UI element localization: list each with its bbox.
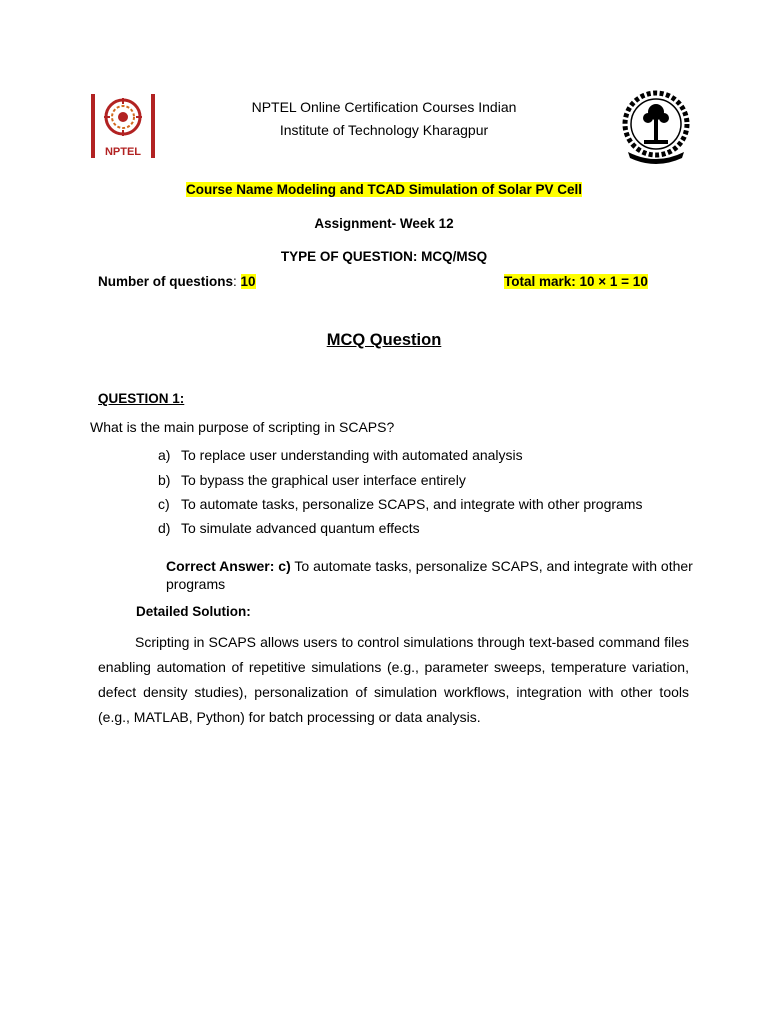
option-a bbox=[158, 446, 523, 464]
question-1-heading: QUESTION 1: bbox=[98, 391, 185, 406]
course-name-text: Course Name Modeling and TCAD Simulation of Solar PV Cell bbox=[185, 182, 583, 197]
course-name bbox=[0, 181, 768, 199]
institute-line-2: Institute of Technology Kharagpur bbox=[279, 122, 489, 138]
number-of-questions-label: Number of questions bbox=[98, 274, 234, 289]
assignment-title: Assignment- Week 12 bbox=[314, 216, 454, 231]
correct-answer-letter: c) bbox=[278, 558, 291, 574]
option-b bbox=[158, 471, 466, 489]
institute-line-1: NPTEL Online Certification Courses Indian bbox=[251, 99, 517, 115]
question-1-text: What is the main purpose of scripting in SCAPS? bbox=[90, 419, 395, 435]
number-of-questions bbox=[98, 273, 256, 291]
option-letter: d) bbox=[158, 520, 171, 536]
option-text: To replace user understanding with automated analysis bbox=[181, 447, 523, 463]
question-type: TYPE OF QUESTION: MCQ/MSQ bbox=[280, 249, 488, 264]
section-heading: MCQ Question bbox=[326, 331, 442, 349]
total-mark-text: Total mark: 10 × 1 = 10 bbox=[504, 274, 648, 289]
option-letter: c) bbox=[158, 496, 170, 512]
option-text: To automate tasks, personalize SCAPS, and integrate with other programs bbox=[181, 496, 643, 512]
number-of-questions-separator: : bbox=[233, 274, 241, 289]
option-letter: b) bbox=[158, 472, 171, 488]
detailed-solution-heading: Detailed Solution: bbox=[136, 604, 251, 619]
total-mark bbox=[504, 273, 648, 291]
option-text: To simulate advanced quantum effects bbox=[181, 520, 420, 536]
detailed-solution-text: Scripting in SCAPS allows users to control simulations through text-based command files enabling automation of repetitive simulations (e.g., parameter sweeps, temperature variation, defect density studies), personalization of simulation workflows, integration with other tools (e.g., MATLAB, Python) for batch processing or data analysis. bbox=[98, 634, 689, 725]
number-of-questions-value: 10 bbox=[240, 274, 256, 289]
option-text: To bypass the graphical user interface entirely bbox=[181, 472, 466, 488]
option-d bbox=[158, 519, 420, 537]
correct-answer-text: To automate tasks, personalize SCAPS, and integrate with other programs bbox=[166, 558, 693, 592]
option-c bbox=[158, 495, 642, 513]
svg-text:NPTEL: NPTEL bbox=[104, 146, 142, 158]
correct-answer bbox=[166, 557, 696, 593]
option-letter: a) bbox=[158, 447, 171, 463]
correct-answer-label: Correct Answer: bbox=[166, 558, 275, 574]
